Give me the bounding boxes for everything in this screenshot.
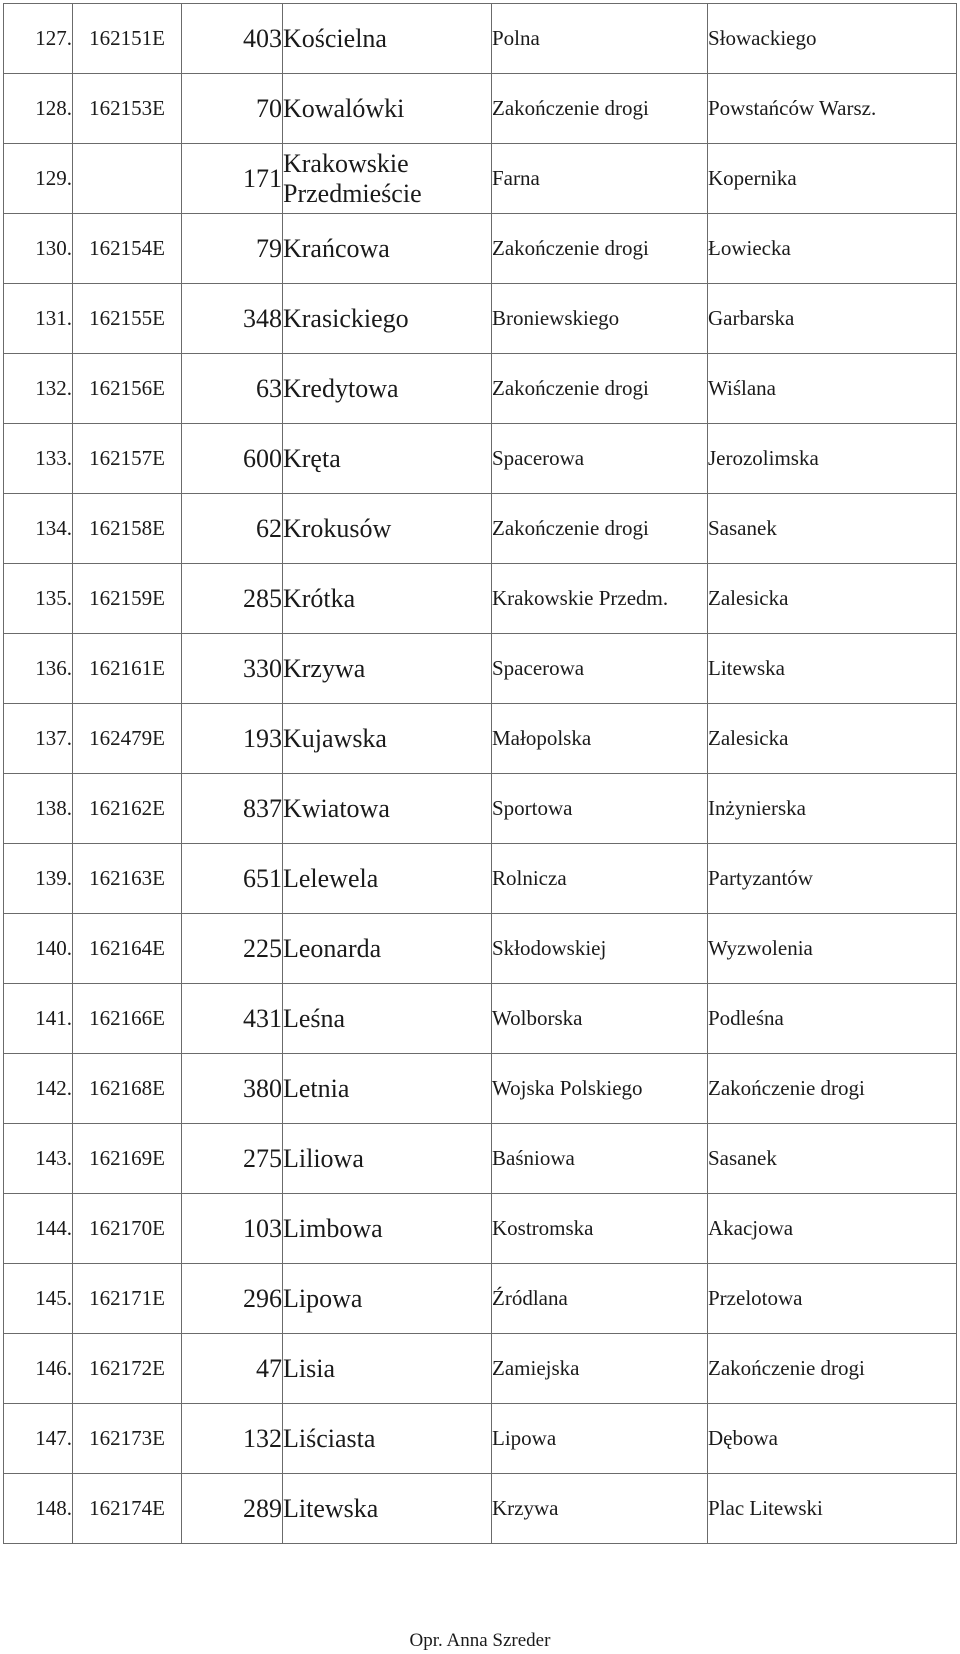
segment-to: Przelotowa (708, 1264, 957, 1334)
row-number: 142. (4, 1054, 73, 1124)
street-name: Lelewela (283, 844, 492, 914)
road-code: 162159E (73, 564, 182, 634)
street-name: Krakowskie Przedmieście (283, 144, 492, 214)
segment-to: Dębowa (708, 1404, 957, 1474)
segment-from: Rolnicza (492, 844, 708, 914)
segment-from: Zakończenie drogi (492, 354, 708, 424)
segment-from: Zakończenie drogi (492, 214, 708, 284)
segment-to: Akacjowa (708, 1194, 957, 1264)
street-name: Liliowa (283, 1124, 492, 1194)
street-name: Krańcowa (283, 214, 492, 284)
row-number: 133. (4, 424, 73, 494)
segment-from: Kostromska (492, 1194, 708, 1264)
table-row (4, 284, 957, 354)
street-name: Leonarda (283, 914, 492, 984)
segment-from: Źródlana (492, 1264, 708, 1334)
road-code: 162162E (73, 774, 182, 844)
street-name: Kościelna (283, 4, 492, 74)
road-code: 162168E (73, 1054, 182, 1124)
segment-to: Partyzantów (708, 844, 957, 914)
road-length: 70 (182, 74, 283, 144)
segment-from: Zamiejska (492, 1334, 708, 1404)
table-row (4, 634, 957, 704)
street-name: Krokusów (283, 494, 492, 564)
segment-to: Litewska (708, 634, 957, 704)
table-row (4, 1264, 957, 1334)
segment-from: Lipowa (492, 1404, 708, 1474)
table-row (4, 1474, 957, 1544)
road-length: 171 (182, 144, 283, 214)
street-name: Kredytowa (283, 354, 492, 424)
segment-from: Spacerowa (492, 634, 708, 704)
row-number: 146. (4, 1334, 73, 1404)
segment-from: Krakowskie Przedm. (492, 564, 708, 634)
segment-from: Farna (492, 144, 708, 214)
road-code: 162163E (73, 844, 182, 914)
row-number: 144. (4, 1194, 73, 1264)
road-length: 296 (182, 1264, 283, 1334)
row-number: 145. (4, 1264, 73, 1334)
segment-to: Zalesicka (708, 564, 957, 634)
road-length: 837 (182, 774, 283, 844)
segment-from: Zakończenie drogi (492, 494, 708, 564)
segment-to: Kopernika (708, 144, 957, 214)
street-name: Limbowa (283, 1194, 492, 1264)
table-row (4, 564, 957, 634)
road-code: 162172E (73, 1334, 182, 1404)
road-code: 162151E (73, 4, 182, 74)
road-length: 103 (182, 1194, 283, 1264)
row-number: 130. (4, 214, 73, 284)
road-length: 79 (182, 214, 283, 284)
road-length: 651 (182, 844, 283, 914)
segment-to: Plac Litewski (708, 1474, 957, 1544)
road-length: 275 (182, 1124, 283, 1194)
road-code: 162158E (73, 494, 182, 564)
street-name: Letnia (283, 1054, 492, 1124)
segment-from: Małopolska (492, 704, 708, 774)
road-code: 162173E (73, 1404, 182, 1474)
row-number: 134. (4, 494, 73, 564)
row-number: 129. (4, 144, 73, 214)
segment-from: Wolborska (492, 984, 708, 1054)
road-code: 162166E (73, 984, 182, 1054)
road-code: 162153E (73, 74, 182, 144)
segment-from: Skłodowskiej (492, 914, 708, 984)
road-length: 193 (182, 704, 283, 774)
roads-table (3, 3, 957, 1544)
segment-to: Sasanek (708, 494, 957, 564)
row-number: 136. (4, 634, 73, 704)
row-number: 137. (4, 704, 73, 774)
row-number: 147. (4, 1404, 73, 1474)
segment-to: Zalesicka (708, 704, 957, 774)
segment-to: Inżynierska (708, 774, 957, 844)
road-code: 162154E (73, 214, 182, 284)
segment-from: Krzywa (492, 1474, 708, 1544)
segment-to: Słowackiego (708, 4, 957, 74)
road-length: 403 (182, 4, 283, 74)
road-code: 162479E (73, 704, 182, 774)
row-number: 138. (4, 774, 73, 844)
table-row (4, 354, 957, 424)
table-row (4, 914, 957, 984)
table-row (4, 74, 957, 144)
segment-to: Zakończenie drogi (708, 1054, 957, 1124)
row-number: 140. (4, 914, 73, 984)
row-number: 141. (4, 984, 73, 1054)
table-row (4, 4, 957, 74)
table-row (4, 494, 957, 564)
table-row (4, 984, 957, 1054)
table-row (4, 1404, 957, 1474)
street-name: Kowalówki (283, 74, 492, 144)
road-code (73, 144, 182, 214)
table-row (4, 844, 957, 914)
road-length: 289 (182, 1474, 283, 1544)
segment-to: Wiślana (708, 354, 957, 424)
road-code: 162155E (73, 284, 182, 354)
row-number: 131. (4, 284, 73, 354)
table-row (4, 1054, 957, 1124)
segment-to: Powstańców Warsz. (708, 74, 957, 144)
street-name: Kwiatowa (283, 774, 492, 844)
street-name: Lipowa (283, 1264, 492, 1334)
road-code: 162170E (73, 1194, 182, 1264)
segment-from: Sportowa (492, 774, 708, 844)
road-length: 62 (182, 494, 283, 564)
road-length: 348 (182, 284, 283, 354)
road-length: 63 (182, 354, 283, 424)
segment-to: Podleśna (708, 984, 957, 1054)
footer-author: Opr. Anna Szreder (409, 1630, 551, 1651)
road-code: 162161E (73, 634, 182, 704)
table-row (4, 214, 957, 284)
table-row (4, 774, 957, 844)
segment-from: Polna (492, 4, 708, 74)
table-row (4, 1124, 957, 1194)
row-number: 135. (4, 564, 73, 634)
road-code: 162164E (73, 914, 182, 984)
road-code: 162169E (73, 1124, 182, 1194)
road-length: 600 (182, 424, 283, 494)
street-name: Lisia (283, 1334, 492, 1404)
segment-to: Garbarska (708, 284, 957, 354)
table-row (4, 1194, 957, 1264)
road-length: 47 (182, 1334, 283, 1404)
road-code: 162157E (73, 424, 182, 494)
document-sheet (3, 3, 957, 1544)
row-number: 128. (4, 74, 73, 144)
street-name: Litewska (283, 1474, 492, 1544)
segment-to: Zakończenie drogi (708, 1334, 957, 1404)
table-row (4, 1334, 957, 1404)
street-name: Kujawska (283, 704, 492, 774)
road-length: 431 (182, 984, 283, 1054)
segment-from: Broniewskiego (492, 284, 708, 354)
table-row (4, 424, 957, 494)
row-number: 132. (4, 354, 73, 424)
segment-to: Łowiecka (708, 214, 957, 284)
road-length: 225 (182, 914, 283, 984)
segment-from: Baśniowa (492, 1124, 708, 1194)
roads-table-body (4, 4, 957, 1544)
segment-to: Wyzwolenia (708, 914, 957, 984)
table-row (4, 144, 957, 214)
road-length: 330 (182, 634, 283, 704)
street-name: Kręta (283, 424, 492, 494)
segment-from: Wojska Polskiego (492, 1054, 708, 1124)
road-code: 162171E (73, 1264, 182, 1334)
road-length: 285 (182, 564, 283, 634)
street-name: Krasickiego (283, 284, 492, 354)
street-name: Leśna (283, 984, 492, 1054)
segment-to: Sasanek (708, 1124, 957, 1194)
road-code: 162156E (73, 354, 182, 424)
row-number: 127. (4, 4, 73, 74)
street-name: Liściasta (283, 1404, 492, 1474)
street-name: Krótka (283, 564, 492, 634)
road-length: 132 (182, 1404, 283, 1474)
table-row (4, 704, 957, 774)
road-length: 380 (182, 1054, 283, 1124)
segment-to: Jerozolimska (708, 424, 957, 494)
segment-from: Spacerowa (492, 424, 708, 494)
row-number: 148. (4, 1474, 73, 1544)
street-name: Krzywa (283, 634, 492, 704)
road-code: 162174E (73, 1474, 182, 1544)
row-number: 143. (4, 1124, 73, 1194)
row-number: 139. (4, 844, 73, 914)
segment-from: Zakończenie drogi (492, 74, 708, 144)
